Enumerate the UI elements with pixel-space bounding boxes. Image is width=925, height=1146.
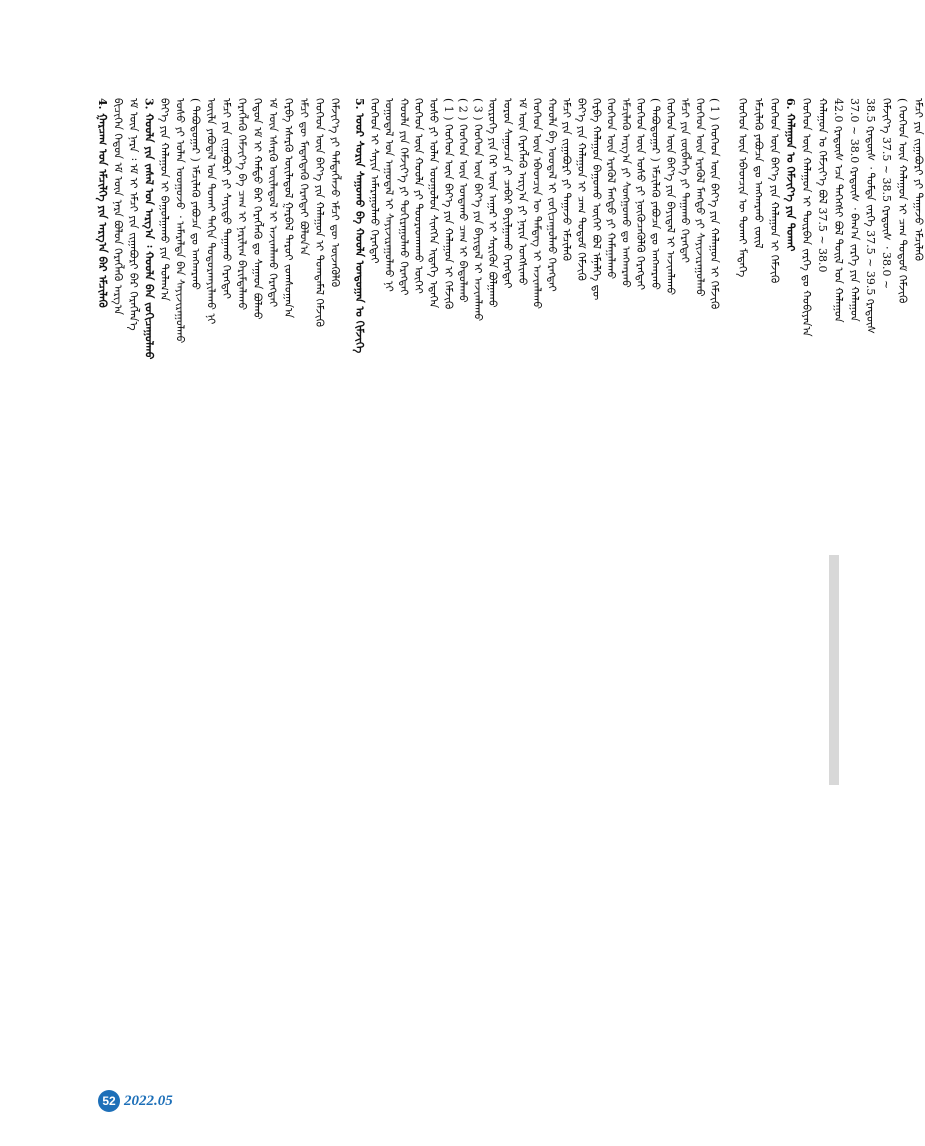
text-line: ᠡᠮᠴᠢ ᠶᠢᠨ ᠵᠥᠪᠯᠡᠭᠡ ᠶᠢ ᠳᠠᠭᠠᠬᠤ ᠬᠡᠷᠡᠭᠲᠡᠢ	[678, 98, 692, 263]
issue-date: 2022.05	[124, 1092, 173, 1109]
text-line: 3. ᠬᠣᠤᠯᠠ ᠶᠢᠨ ᠵᠠᠰᠠᠯ ᠤᠨ ᠠᠷᠭ᠎ᠠ ᠄ ᠬᠣᠤᠯᠠ ᠪᠡᠨ ᠵᠣᠬᠢᠴᠠᠭᠤᠯᠬᠤ	[142, 98, 156, 360]
text-line: ᠬᠡᠷᠡᠭᠯᠡᠬᠦ ᠬᠡᠮᠵᠢᠶ᠎ᠡ ᠪᠠ ᠴᠠᠭ ᠢ ᠨᠠᠷᠢᠯᠢᠭ ᠪᠠᠷᠢᠮᠲᠠᠯᠠᠬᠤ	[235, 98, 249, 311]
text-line: ᠦᠢᠯᠡ ᠶᠠᠪᠤᠳᠠᠯ ᠤᠨ ᠲᠤᠬᠠᠢ ᠳᠠᠬᠢᠨ ᠲᠣᠳᠣᠷᠬᠠᠶᠢᠯᠠᠬᠤ ᠨᠢ	[204, 98, 218, 325]
text-line: ᠡᠮ ᠦᠨ ᠨᠡᠷᠡ ᠄ ᠡᠮ ᠢ ᠡᠮᠴᠢ ᠶᠢᠨ ᠵᠢᠭᠠᠪᠤᠷᠢ ᠪᠡᠷ ᠬᠡᠷᠡᠭᠯᠡᠨ᠎ᠡ	[127, 98, 140, 331]
text-line: ( 2 ) ᠬᠡᠦᠬᠡᠳ ᠦᠨ ᠤᠨᠲᠠᠬᠤ ᠴᠠᠭ ᠢ ᠪᠠᠲᠤᠯᠠᠬᠤ	[456, 98, 470, 303]
text-line: ᠬᠡᠦᠬᠡᠳ ᠦᠨ ᠪᠡᠶ᠎ᠡ ᠶᠢᠨ ᠪᠠᠶᠢᠳᠠᠯ ᠢ ᠠᠵᠢᠭᠯᠠᠬᠤ	[663, 98, 677, 296]
text-line: ᠬᠡᠦᠬᠡᠳ ᠦᠨ ᠡᠷᠡᠬᠦᠯ ᠮᠡᠩᠳᠦ ᠶᠢ ᠰᠠᠶᠢᠵᠢᠷᠠᠭᠤᠯᠬᠤ	[693, 98, 707, 297]
text-line: ( ᠲᠠᠪᠤᠳᠤᠭᠠᠷ ) ᠡᠮᠴᠢᠯᠡᠬᠦ ᠶᠠᠪᠤᠴᠠ ᠳᠤ ᠠᠩᠬᠠᠷᠬᠤ	[649, 98, 662, 290]
text-line: ᠪᠡᠶ᠎ᠡ ᠶᠢᠨ ᠬᠠᠯᠠᠭᠤᠨ ᠢ ᠴᠠᠭ ᠲᠤᠲᠤᠮ ᠬᠡᠮᠵᠢᠬᠦ	[575, 98, 588, 281]
text-line: ᠬᠡᠦᠬᠡᠳ ᠦᠨ ᠡᠪᠡᠳᠴᠢᠨ ᠦ ᠲᠤᠬᠠᠢ ᠮᠡᠳᠡᠭᠡ	[736, 98, 749, 278]
text-line: ᠡᠮᠴᠢ ᠳᠦ ᠮᠡᠳᠡᠭᠳᠡᠬᠦ ᠬᠡᠷᠡᠭᠲᠡᠢ ᠪᠣᠯᠤᠨ᠎ᠠ	[297, 98, 311, 256]
page-number: 52	[98, 1090, 120, 1112]
text-line: ᠡᠮᠴᠢ ᠶᠢᠨ ᠵᠢᠭᠠᠪᠤᠷᠢ ᠶᠢ ᠳᠠᠭᠠᠵᠤ ᠡᠮᠴᠢᠯᠡᠬᠦ	[912, 98, 925, 261]
text-line: ᠡᠮ ᠦᠨ ᠬᠡᠷᠡᠭᠯᠡᠬᠦ ᠠᠷᠭ᠎ᠠ ᠶᠢ ᠨᠠᠷᠢᠨ ᠤᠩᠰᠢᠬᠤ	[515, 98, 529, 286]
text-line: ᠬᠡᠦᠬᠡᠳ ᠦᠨ ᠬᠣᠤᠯᠠ ᠶᠢ ᠳᠤᠤᠷᠠᠳᠭᠠᠬᠤ ᠦᠭᠡᠢ	[412, 98, 426, 294]
text-line: ᠡᠮᠴᠢᠯᠡᠬᠦ ᠶᠠᠪᠤᠴᠠ ᠳᠤ ᠠᠩᠬᠠᠷᠬᠤ ᠵᠦᠢᠯ	[752, 98, 765, 249]
column-right	[95, 98, 340, 1098]
text-line: ( 3 ) ᠬᠡᠦᠬᠡᠳ ᠦᠨ ᠪᠡᠶ᠎ᠡ ᠶᠢᠨ ᠪᠠᠶᠢᠳᠠᠯ ᠢ ᠠᠵᠢᠭᠯᠠᠬᠤ	[471, 98, 485, 322]
text-line: ᠡᠮᠴᠢᠯᠡᠬᠦ ᠠᠷᠭ᠎ᠠ ᠶᠢ ᠰᠣᠩᠭᠣᠬᠤ ᠳᠤ ᠠᠩᠬᠠᠷᠬᠤ	[619, 98, 633, 288]
text-line: 6. ᠬᠠᠯᠠᠭᠤᠨ ᠤ ᠬᠡᠮᠵᠢᠶ᠎ᠡ ᠶᠢᠨ ᠲᠤᠬᠠᠢ	[784, 98, 797, 252]
text-line: ᠬᠣᠤᠯᠠ ᠶᠢᠨ ᠬᠡᠮᠵᠢᠶ᠎ᠡ ᠶᠢ ᠲᠣᠬᠢᠷᠠᠭᠤᠯᠬᠤ ᠬᠡᠷᠡᠭᠲᠡᠢ	[397, 98, 411, 296]
text-line: ᠬᠡᠳᠦᠨ ᠡᠮ ᠢ ᠬᠠᠮᠲᠤ ᠪᠡᠷ ᠬᠡᠷᠡᠭᠯᠡᠬᠦ ᠳᠤ ᠰᠠᠭᠠᠳ ᠪᠣᠯᠬᠤ	[251, 98, 264, 320]
text-line: ᠤᠭᠤᠳᠠᠯ ᠤᠨ ᠠᠭᠤᠳᠠᠯ ᠢ ᠰᠠᠶᠢᠵᠢᠷᠠᠭᠤᠯᠬᠤ ᠨᠢ	[382, 98, 396, 292]
column-middle	[352, 98, 727, 1098]
text-line: 42.0 ᠭᠷᠠᠳᠦ᠋ᠰ ᠡᠴᠡ ᠳᠡᠭᠡᠭᠰᠢ ᠪᠣᠯ ᠲᠤᠢᠯ ᠤᠨ ᠬᠠᠯᠠᠭᠤᠨ	[832, 98, 845, 323]
text-line: ᠬᠡᠦᠬᠡᠳ ᠢ ᠰᠠᠶᠢᠨ ᠠᠮᠠᠷᠠᠭᠤᠯᠬᠤ ᠬᠡᠷᠡᠭᠲᠡᠢ	[367, 98, 381, 264]
text-line: ᠦᠷᠦᠬᠡ ᠶᠢᠨ ᠭᠡᠷ ᠦᠨ ᠠᠭᠠᠷ ᠢ ᠰᠡᠷᠢᠭᠦᠨ ᠪᠣᠯᠭᠠᠬᠤ	[486, 98, 500, 308]
text-line: ᠬᠡᠮᠵᠢᠶ᠎ᠡ 37.5 ~ 38.5 ᠭᠷᠠᠳᠦ᠋ᠰ ᠂ 38.0 ~	[880, 98, 893, 290]
text-line: ( ᠲᠠᠪᠤᠳᠤᠭᠠᠷ ) ᠡᠮᠴᠢᠯᠡᠬᠦ ᠶᠠᠪᠤᠴᠠ ᠳᠤ ᠠᠩᠬᠠᠷᠬᠤ	[189, 98, 202, 290]
text-line: ᠬᠡᠷᠪᠡ ᠬᠠᠯᠠᠭᠤᠨ ᠪᠠᠭᠤᠬᠤ ᠦᠭᠡᠢ ᠪᠣᠯ ᠡᠮᠨᠡᠯᠭᠡ ᠳᠦ	[589, 98, 603, 301]
text-line: 37.0 ~ 38.0 ᠭᠷᠠᠳᠦ᠋ᠰ ᠂ ᠪᠠᠭ᠎ᠠ ᠵᠡᠷᠭᠡ ᠶᠢᠨ ᠬᠠᠯᠠᠭᠤᠨ	[848, 98, 861, 322]
text-line: ( 1 ) ᠬᠡᠦᠬᠡᠳ ᠦᠨ ᠪᠡᠶ᠎ᠡ ᠶᠢᠨ ᠬᠠᠯᠠᠭᠤᠨ ᠢ ᠬᠡᠮᠵᠢᠬᠦ	[708, 98, 722, 310]
side-tab	[829, 555, 839, 785]
text-line: 4. ᠭᠠᠷᠴᠠᠭ ᠤᠨ ᠡᠮᠴᠢᠯᠭᠡ ᠶᠢᠨ ᠠᠷᠭ᠎ᠠ ᠪᠠᠷ ᠡᠮᠴᠢᠯᠡᠬᠦ	[96, 98, 109, 308]
text-line: ( ᠬᠡᠦᠬᠡᠳ ᠦᠨ ᠬᠠᠯᠠᠭᠤᠨ ᠢ ᠴᠠᠭ ᠲᠤᠲᠤᠮ ᠬᠡᠮᠵᠢᠬᠦ	[896, 98, 909, 304]
footer	[98, 1090, 173, 1112]
text-line: 38.5 ᠭᠷᠠᠳᠦ᠋ᠰ ᠂ ᠳᠤᠮᠳᠠ ᠵᠡᠷᠭᠡ 37.5 ~ 39.5 ᠭᠷᠠᠳᠦ᠋ᠰ	[864, 98, 877, 334]
text-line: ᠤᠰᠤ ᠶᠢ ᠣᠯᠠᠨ ᠤᠤᠭᠤᠯᠤᠨ ᠰᠢᠩᠭᠡᠨ ᠢᠳᠡᠭᠡ ᠡᠳᠡᠭᠡᠨ	[427, 98, 440, 309]
text-line: 5. ᠣᠣᠷ ᠰᠣᠷᠢᠨ ᠰᠠᠭᠤᠬᠤ ᠪᠠ ᠬᠣᠤᠯᠠ ᠤᠨᠳᠤᠭᠠᠨ ᠤ ᠬᠢᠮᠵᠢᠭᠡ	[353, 98, 366, 354]
text-line: ᠡᠮᠴᠢ ᠶᠢᠨ ᠵᠢᠭᠠᠪᠤᠷᠢ ᠶᠢ ᠳᠠᠭᠠᠵᠤ ᠡᠮᠴᠢᠯᠡᠬᠦ	[560, 98, 574, 261]
text-line: ᠬᠡᠦᠬᠡᠳ ᠦᠨ ᠤᠰᠤ ᠶᠢ ᠨᠥᠬᠦᠴᠡᠭᠦᠯᠬᠦ ᠬᠡᠷᠡᠭᠲᠡᠢ	[634, 98, 648, 290]
text-line: ᠬᠣᠤᠯᠠ ᠪᠠ ᠤᠤᠳᠠᠯ ᠢ ᠵᠣᠬᠢᠴᠠᠭᠤᠯᠬᠤ ᠬᠡᠷᠡᠭᠲᠡᠢ	[545, 98, 559, 292]
text-line: ᠬᠡᠷᠪᠡ ᠡᠰᠡᠷᠭᠦ ᠦᠢᠯᠡᠳᠦᠯ ᠭᠠᠷᠪᠠᠯ ᠳᠠᠷᠤᠢ ᠵᠤᠭᠰᠤᠭᠠᠨ᠎ᠠ	[282, 98, 295, 319]
text-line: ᠬᠡᠦᠬᠡᠳ ᠦᠨ ᠬᠠᠯᠠᠭᠤᠨ ᠢ ᠳᠥᠷᠪᠡᠨ ᠵᠡᠷᠭᠡ ᠳᠤ ᠬᠤᠪᠢᠶᠠᠨ᠎ᠠ	[800, 98, 813, 337]
text-line: ᠬᠡᠮᠵᠢᠶ᠎ᠡ ᠶᠢ ᠲᠡᠮᠳᠡᠭᠯᠡᠵᠦ ᠡᠮᠴᠢ ᠳᠦ ᠦᠵᠡᠭᠦᠯᠬᠦ	[328, 98, 342, 288]
text-line: ᠪᠢᠴᠢᠬᠡᠨ ᠬᠡᠳᠦᠨ ᠡᠮ ᠦᠨ ᠨᠡᠷᠡ ᠪᠣᠯᠤᠨ ᠬᠡᠷᠡᠭᠯᠡᠬᠦ ᠠᠷᠭ᠎ᠠ	[111, 98, 125, 315]
text-line: ᠤᠰᠤ ᠶᠢ ᠣᠯᠠᠨ ᠤᠤᠭᠤᠵᠤ ᠂ ᠠᠮᠠᠷᠠᠯᠲᠠ ᠪᠠᠨ ᠰᠠᠶᠢᠵᠢᠷᠠᠭᠤᠯᠬᠤ	[173, 98, 187, 344]
text-line: ᠬᠡᠦᠬᠡᠳ ᠦᠨ ᠡᠪᠡᠳᠴᠢᠨ ᠦ ᠲᠡᠮᠳᠡᠭ ᠢ ᠠᠵᠢᠭᠯᠠᠬᠤ	[530, 98, 544, 309]
text-line: ᠡᠮ ᠦᠨ ᠡᠰᠡᠷᠭᠦ ᠦᠢᠯᠡᠳᠦᠯ ᠢ ᠠᠵᠢᠭᠯᠠᠬᠤ ᠬᠡᠷᠡᠭᠲᠡᠢ	[266, 98, 280, 308]
text-line: ᠪᠡᠶ᠎ᠡ ᠶᠢᠨ ᠬᠠᠯᠠᠭᠤᠨ ᠢ ᠪᠠᠭᠤᠯᠭᠠᠬᠤ ᠶᠢᠨ ᠲᠤᠯᠠᠭ᠎ᠠ	[158, 98, 171, 302]
text-line: ᠬᠡᠦᠬᠡᠳ ᠦᠨ ᠪᠡᠶ᠎ᠡ ᠶᠢᠨ ᠬᠠᠯᠠᠭᠤᠨ ᠢ ᠬᠡᠮᠵᠢᠬᠦ	[768, 98, 781, 284]
text-line: ᠬᠡᠦᠬᠡᠳ ᠦᠨ ᠡᠷᠡᠬᠦᠯ ᠮᠡᠩᠳᠦ ᠶᠢ ᠬᠠᠮᠠᠭᠠᠯᠠᠬᠤ	[604, 98, 618, 280]
text-line: ᠣᠷᠣᠨ ᠰᠠᠭᠤᠴᠠ ᠶᠢ ᠴᠡᠪᠡᠷ ᠪᠠᠶᠢᠯᠭᠠᠬᠤ ᠬᠡᠷᠡᠭᠲᠡᠢ	[501, 98, 514, 289]
text-line: ( 1 ) ᠬᠡᠦᠬᠡᠳ ᠦᠨ ᠪᠡᠶ᠎ᠡ ᠶᠢᠨ ᠬᠠᠯᠠᠭᠤᠨ ᠢ ᠬᠡᠮᠵᠢᠬᠦ	[441, 98, 455, 310]
text-line: ᠡᠮᠴᠢ ᠶᠢᠨ ᠵᠢᠭᠠᠪᠤᠷᠢ ᠶᠢ ᠰᠠᠶᠢᠲᠤ ᠳᠠᠭᠠᠬᠤ ᠬᠡᠷᠡᠭᠲᠡᠢ	[220, 98, 233, 299]
text-line: ᠬᠡᠦᠬᠡᠳ ᠦᠨ ᠪᠡᠶ᠎ᠡ ᠶᠢᠨ ᠬᠠᠯᠠᠭᠤᠨ ᠢ ᠲᠣᠭᠲᠠᠮᠠᠯ ᠬᠡᠮᠵᠢᠬᠦ	[313, 98, 326, 327]
text-line: ᠬᠠᠯᠠᠭᠤᠨ ᠤ ᠬᠡᠮᠵᠢᠶ᠎ᠡ ᠪᠣᠯ 37.5 ~ 38.0	[816, 98, 829, 273]
column-left	[735, 98, 925, 1098]
